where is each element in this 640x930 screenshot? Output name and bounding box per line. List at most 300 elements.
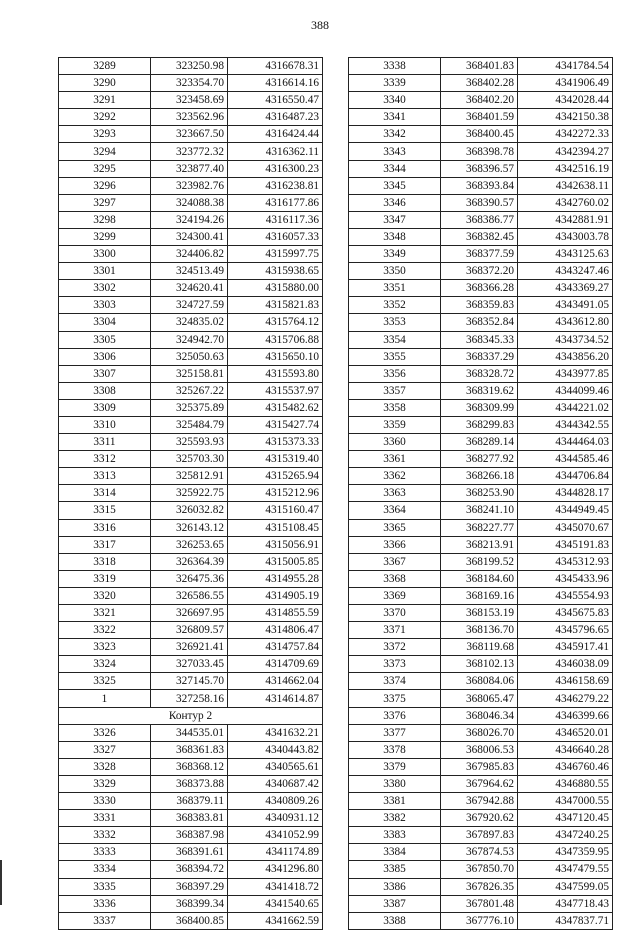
- table-row: [349, 827, 613, 844]
- x-coordinate-cell: 368361.83: [151, 741, 228, 758]
- y-coordinate-cell: 4344949.45: [518, 502, 613, 519]
- point-number-cell: 3330: [59, 793, 151, 810]
- table-row: [59, 75, 323, 92]
- point-number-cell: 3346: [349, 194, 441, 211]
- table-row: [59, 639, 323, 656]
- table-row: [59, 297, 323, 314]
- point-number-cell: 3378: [349, 741, 441, 758]
- x-coordinate-cell: 368046.34: [441, 707, 518, 724]
- table-row: [59, 690, 323, 707]
- point-number-cell: 3333: [59, 844, 151, 861]
- y-coordinate-cell: 4347120.45: [518, 810, 613, 827]
- table-row: [59, 194, 323, 211]
- x-coordinate-cell: 323667.50: [151, 126, 228, 143]
- y-coordinate-cell: 4347240.25: [518, 827, 613, 844]
- y-coordinate-cell: 4344221.02: [518, 399, 613, 416]
- table-row: [59, 553, 323, 570]
- point-number-cell: 3296: [59, 177, 151, 194]
- point-number-cell: 3324: [59, 656, 151, 673]
- x-coordinate-cell: 368393.84: [441, 177, 518, 194]
- coordinates-table-left: [58, 57, 323, 930]
- x-coordinate-cell: 368401.83: [441, 58, 518, 75]
- x-coordinate-cell: 368352.84: [441, 314, 518, 331]
- y-coordinate-cell: 4342516.19: [518, 160, 613, 177]
- y-coordinate-cell: 4346399.66: [518, 707, 613, 724]
- x-coordinate-cell: 368402.20: [441, 92, 518, 109]
- point-number-cell: 3381: [349, 793, 441, 810]
- x-coordinate-cell: 368345.33: [441, 331, 518, 348]
- table-row: [349, 416, 613, 433]
- y-coordinate-cell: 4315593.80: [228, 365, 323, 382]
- x-coordinate-cell: 368102.13: [441, 656, 518, 673]
- point-number-cell: 3312: [59, 451, 151, 468]
- y-coordinate-cell: 4343977.85: [518, 365, 613, 382]
- y-coordinate-cell: 4315427.74: [228, 416, 323, 433]
- table-row: [59, 844, 323, 861]
- table-row: [59, 536, 323, 553]
- y-coordinate-cell: 4342272.33: [518, 126, 613, 143]
- y-coordinate-cell: 4314662.04: [228, 673, 323, 690]
- table-row: [59, 878, 323, 895]
- table-row: [349, 553, 613, 570]
- point-number-cell: 3365: [349, 519, 441, 536]
- x-coordinate-cell: 326032.82: [151, 502, 228, 519]
- y-coordinate-cell: 4315319.40: [228, 451, 323, 468]
- x-coordinate-cell: 325922.75: [151, 485, 228, 502]
- x-coordinate-cell: 367776.10: [441, 912, 518, 929]
- x-coordinate-cell: 368337.29: [441, 348, 518, 365]
- x-coordinate-cell: 327145.70: [151, 673, 228, 690]
- table-row: [349, 75, 613, 92]
- y-coordinate-cell: 4345070.67: [518, 519, 613, 536]
- x-coordinate-cell: 368213.91: [441, 536, 518, 553]
- table-row: [349, 194, 613, 211]
- point-number-cell: 3307: [59, 365, 151, 382]
- x-coordinate-cell: 368396.57: [441, 160, 518, 177]
- table-row: [59, 348, 323, 365]
- x-coordinate-cell: 326697.95: [151, 605, 228, 622]
- point-number-cell: 3339: [349, 75, 441, 92]
- y-coordinate-cell: 4343003.78: [518, 228, 613, 245]
- table-row: [349, 536, 613, 553]
- point-number-cell: 3297: [59, 194, 151, 211]
- x-coordinate-cell: 368026.70: [441, 724, 518, 741]
- y-coordinate-cell: 4344585.46: [518, 451, 613, 468]
- x-coordinate-cell: 324194.26: [151, 211, 228, 228]
- table-row: [349, 177, 613, 194]
- x-coordinate-cell: 368199.52: [441, 553, 518, 570]
- y-coordinate-cell: 4340931.12: [228, 810, 323, 827]
- table-row: [349, 844, 613, 861]
- x-coordinate-cell: 325267.22: [151, 382, 228, 399]
- y-coordinate-cell: 4342150.38: [518, 109, 613, 126]
- point-number-cell: 3383: [349, 827, 441, 844]
- point-number-cell: 3375: [349, 690, 441, 707]
- table-row: [349, 143, 613, 160]
- table-row: [349, 673, 613, 690]
- x-coordinate-cell: 367850.70: [441, 861, 518, 878]
- table-row: [59, 570, 323, 587]
- y-coordinate-cell: 4315212.96: [228, 485, 323, 502]
- y-coordinate-cell: 4341784.54: [518, 58, 613, 75]
- point-number-cell: 3337: [59, 912, 151, 929]
- x-coordinate-cell: 368377.59: [441, 246, 518, 263]
- y-coordinate-cell: 4315160.47: [228, 502, 323, 519]
- point-number-cell: 3303: [59, 297, 151, 314]
- table-row: [349, 639, 613, 656]
- x-coordinate-cell: 368379.11: [151, 793, 228, 810]
- y-coordinate-cell: 4343612.80: [518, 314, 613, 331]
- table-row: [349, 109, 613, 126]
- table-row: [59, 177, 323, 194]
- point-number-cell: 3354: [349, 331, 441, 348]
- y-coordinate-cell: 4346520.01: [518, 724, 613, 741]
- x-coordinate-cell: 367985.83: [441, 758, 518, 775]
- y-coordinate-cell: 4347479.55: [518, 861, 613, 878]
- x-coordinate-cell: 325812.91: [151, 468, 228, 485]
- x-coordinate-cell: 368398.78: [441, 143, 518, 160]
- point-number-cell: 3317: [59, 536, 151, 553]
- point-number-cell: 3314: [59, 485, 151, 502]
- point-number-cell: 3316: [59, 519, 151, 536]
- point-number-cell: 3290: [59, 75, 151, 92]
- point-number-cell: 3371: [349, 622, 441, 639]
- table-row: [349, 570, 613, 587]
- table-row: [349, 434, 613, 451]
- point-number-cell: 3376: [349, 707, 441, 724]
- point-number-cell: 3323: [59, 639, 151, 656]
- x-coordinate-cell: 368400.45: [441, 126, 518, 143]
- point-number-cell: 3292: [59, 109, 151, 126]
- table-row: [349, 92, 613, 109]
- table-row: [349, 160, 613, 177]
- y-coordinate-cell: 4316177.86: [228, 194, 323, 211]
- y-coordinate-cell: 4346158.69: [518, 673, 613, 690]
- x-coordinate-cell: 368400.85: [151, 912, 228, 929]
- table-row: [349, 793, 613, 810]
- x-coordinate-cell: 325703.30: [151, 451, 228, 468]
- point-number-cell: 3356: [349, 365, 441, 382]
- point-number-cell: 3338: [349, 58, 441, 75]
- table-row: [349, 468, 613, 485]
- y-coordinate-cell: 4347359.95: [518, 844, 613, 861]
- x-coordinate-cell: 368394.72: [151, 861, 228, 878]
- point-number-cell: 3304: [59, 314, 151, 331]
- point-number-cell: 3313: [59, 468, 151, 485]
- point-number-cell: 3293: [59, 126, 151, 143]
- x-coordinate-cell: 324727.59: [151, 297, 228, 314]
- point-number-cell: 3349: [349, 246, 441, 263]
- y-coordinate-cell: 4316550.47: [228, 92, 323, 109]
- x-coordinate-cell: 324835.02: [151, 314, 228, 331]
- y-coordinate-cell: 4314709.69: [228, 656, 323, 673]
- point-number-cell: 3361: [349, 451, 441, 468]
- x-coordinate-cell: 368402.28: [441, 75, 518, 92]
- x-coordinate-cell: 325375.89: [151, 399, 228, 416]
- point-number-cell: 3343: [349, 143, 441, 160]
- x-coordinate-cell: 323772.32: [151, 143, 228, 160]
- point-number-cell: 3344: [349, 160, 441, 177]
- x-coordinate-cell: 323562.96: [151, 109, 228, 126]
- x-coordinate-cell: 323250.98: [151, 58, 228, 75]
- point-number-cell: 3363: [349, 485, 441, 502]
- x-coordinate-cell: 368391.61: [151, 844, 228, 861]
- point-number-cell: 3328: [59, 758, 151, 775]
- y-coordinate-cell: 4314757.84: [228, 639, 323, 656]
- point-number-cell: 3332: [59, 827, 151, 844]
- table-row: [59, 741, 323, 758]
- x-coordinate-cell: 326809.57: [151, 622, 228, 639]
- table-row: [59, 109, 323, 126]
- x-coordinate-cell: 326253.65: [151, 536, 228, 553]
- table-row: [59, 280, 323, 297]
- x-coordinate-cell: 368277.92: [441, 451, 518, 468]
- y-coordinate-cell: 4342394.27: [518, 143, 613, 160]
- point-number-cell: 3358: [349, 399, 441, 416]
- point-number-cell: 3331: [59, 810, 151, 827]
- table-row: [349, 382, 613, 399]
- table-row: [349, 605, 613, 622]
- y-coordinate-cell: 4342760.02: [518, 194, 613, 211]
- point-number-cell: 3329: [59, 775, 151, 792]
- y-coordinate-cell: 4345554.93: [518, 587, 613, 604]
- point-number-cell: 3321: [59, 605, 151, 622]
- y-coordinate-cell: 4346760.46: [518, 758, 613, 775]
- x-coordinate-cell: 325484.79: [151, 416, 228, 433]
- point-number-cell: 3380: [349, 775, 441, 792]
- point-number-cell: 3348: [349, 228, 441, 245]
- y-coordinate-cell: 4314806.47: [228, 622, 323, 639]
- y-coordinate-cell: 4315938.65: [228, 263, 323, 280]
- y-coordinate-cell: 4341296.80: [228, 861, 323, 878]
- y-coordinate-cell: 4315650.10: [228, 348, 323, 365]
- y-coordinate-cell: 4315880.00: [228, 280, 323, 297]
- point-number-cell: 3350: [349, 263, 441, 280]
- x-coordinate-cell: 368084.06: [441, 673, 518, 690]
- table-row: [349, 622, 613, 639]
- table-row: [59, 793, 323, 810]
- point-number-cell: 3322: [59, 622, 151, 639]
- y-coordinate-cell: 4340443.82: [228, 741, 323, 758]
- point-number-cell: 3367: [349, 553, 441, 570]
- table-row: [59, 331, 323, 348]
- x-coordinate-cell: 323982.76: [151, 177, 228, 194]
- y-coordinate-cell: 4345675.83: [518, 605, 613, 622]
- point-number-cell: 3289: [59, 58, 151, 75]
- x-coordinate-cell: 367826.35: [441, 878, 518, 895]
- table-row: [59, 673, 323, 690]
- x-coordinate-cell: 324088.38: [151, 194, 228, 211]
- y-coordinate-cell: 4315764.12: [228, 314, 323, 331]
- x-coordinate-cell: 324942.70: [151, 331, 228, 348]
- y-coordinate-cell: 4347837.71: [518, 912, 613, 929]
- page-number: 388: [311, 18, 329, 32]
- y-coordinate-cell: 4344706.84: [518, 468, 613, 485]
- x-coordinate-cell: 368227.77: [441, 519, 518, 536]
- point-number-cell: 3345: [349, 177, 441, 194]
- section-heading-cell: Контур 2: [59, 707, 323, 724]
- table-row: [349, 656, 613, 673]
- table-row: [59, 622, 323, 639]
- x-coordinate-cell: 368136.70: [441, 622, 518, 639]
- x-coordinate-cell: 324406.82: [151, 246, 228, 263]
- x-coordinate-cell: 368359.83: [441, 297, 518, 314]
- table-row: [349, 861, 613, 878]
- x-coordinate-cell: 368372.20: [441, 263, 518, 280]
- point-number-cell: 3327: [59, 741, 151, 758]
- table-row: [59, 263, 323, 280]
- x-coordinate-cell: 368328.72: [441, 365, 518, 382]
- table-row: [59, 895, 323, 912]
- y-coordinate-cell: 4315821.83: [228, 297, 323, 314]
- y-coordinate-cell: 4344342.55: [518, 416, 613, 433]
- x-coordinate-cell: 368253.90: [441, 485, 518, 502]
- y-coordinate-cell: 4346640.28: [518, 741, 613, 758]
- x-coordinate-cell: 367897.83: [441, 827, 518, 844]
- table-row: [349, 810, 613, 827]
- point-number-cell: 3364: [349, 502, 441, 519]
- table-row: [59, 314, 323, 331]
- table-row: [59, 126, 323, 143]
- point-number-cell: 3352: [349, 297, 441, 314]
- table-row: [59, 485, 323, 502]
- x-coordinate-cell: 368309.99: [441, 399, 518, 416]
- table-row: [59, 228, 323, 245]
- point-number-cell: 3320: [59, 587, 151, 604]
- x-coordinate-cell: 368266.18: [441, 468, 518, 485]
- y-coordinate-cell: 4314855.59: [228, 605, 323, 622]
- table-row: [59, 382, 323, 399]
- x-coordinate-cell: 368387.98: [151, 827, 228, 844]
- x-coordinate-cell: 368368.12: [151, 758, 228, 775]
- x-coordinate-cell: 367874.53: [441, 844, 518, 861]
- point-number-cell: 3291: [59, 92, 151, 109]
- table-row: [349, 399, 613, 416]
- table-row: [59, 758, 323, 775]
- table-row: [349, 724, 613, 741]
- point-number-cell: 3336: [59, 895, 151, 912]
- table-row: [59, 519, 323, 536]
- y-coordinate-cell: 4343491.05: [518, 297, 613, 314]
- point-number-cell: 3326: [59, 724, 151, 741]
- point-number-cell: 3357: [349, 382, 441, 399]
- y-coordinate-cell: 4315482.62: [228, 399, 323, 416]
- y-coordinate-cell: 4315265.94: [228, 468, 323, 485]
- table-row: [59, 211, 323, 228]
- point-number-cell: 3382: [349, 810, 441, 827]
- point-number-cell: 3298: [59, 211, 151, 228]
- x-coordinate-cell: 368299.83: [441, 416, 518, 433]
- point-number-cell: 3311: [59, 434, 151, 451]
- point-number-cell: 3300: [59, 246, 151, 263]
- point-number-cell: 3369: [349, 587, 441, 604]
- point-number-cell: 3372: [349, 639, 441, 656]
- point-number-cell: 3294: [59, 143, 151, 160]
- y-coordinate-cell: 4345191.83: [518, 536, 613, 553]
- table-row: [349, 263, 613, 280]
- y-coordinate-cell: 4316424.44: [228, 126, 323, 143]
- point-number-cell: 3301: [59, 263, 151, 280]
- table-row: [59, 827, 323, 844]
- y-coordinate-cell: 4316487.23: [228, 109, 323, 126]
- y-coordinate-cell: 4346279.22: [518, 690, 613, 707]
- y-coordinate-cell: 4345917.41: [518, 639, 613, 656]
- x-coordinate-cell: 368289.14: [441, 434, 518, 451]
- table-row: [59, 58, 323, 75]
- y-coordinate-cell: 4316300.23: [228, 160, 323, 177]
- x-coordinate-cell: 326586.55: [151, 587, 228, 604]
- y-coordinate-cell: 4343734.52: [518, 331, 613, 348]
- table-row: [59, 160, 323, 177]
- y-coordinate-cell: 4347000.55: [518, 793, 613, 810]
- y-coordinate-cell: 4343856.20: [518, 348, 613, 365]
- table-row: [59, 912, 323, 929]
- x-coordinate-cell: 325158.81: [151, 365, 228, 382]
- x-coordinate-cell: 327033.45: [151, 656, 228, 673]
- point-number-cell: 3341: [349, 109, 441, 126]
- x-coordinate-cell: 368065.47: [441, 690, 518, 707]
- table-row: [349, 58, 613, 75]
- y-coordinate-cell: 4316362.11: [228, 143, 323, 160]
- x-coordinate-cell: 367920.62: [441, 810, 518, 827]
- table-row: [349, 519, 613, 536]
- point-number-cell: 3305: [59, 331, 151, 348]
- y-coordinate-cell: 4315373.33: [228, 434, 323, 451]
- y-coordinate-cell: 4345796.65: [518, 622, 613, 639]
- table-row: [59, 365, 323, 382]
- y-coordinate-cell: 4347718.43: [518, 895, 613, 912]
- y-coordinate-cell: 4343369.27: [518, 280, 613, 297]
- y-coordinate-cell: 4314614.87: [228, 690, 323, 707]
- point-number-cell: 3362: [349, 468, 441, 485]
- y-coordinate-cell: 4346038.09: [518, 656, 613, 673]
- point-number-cell: 3302: [59, 280, 151, 297]
- table-row: [349, 690, 613, 707]
- table-row: [349, 587, 613, 604]
- y-coordinate-cell: 4344464.03: [518, 434, 613, 451]
- table-row: [349, 895, 613, 912]
- point-number-cell: 1: [59, 690, 151, 707]
- table-row: [349, 775, 613, 792]
- y-coordinate-cell: 4315108.45: [228, 519, 323, 536]
- y-coordinate-cell: 4343125.63: [518, 246, 613, 263]
- table-row: [349, 451, 613, 468]
- point-number-cell: 3374: [349, 673, 441, 690]
- x-coordinate-cell: 326364.39: [151, 553, 228, 570]
- point-number-cell: 3334: [59, 861, 151, 878]
- point-number-cell: 3299: [59, 228, 151, 245]
- table-row: [59, 861, 323, 878]
- point-number-cell: 3315: [59, 502, 151, 519]
- x-coordinate-cell: 368169.16: [441, 587, 518, 604]
- x-coordinate-cell: 326143.12: [151, 519, 228, 536]
- point-number-cell: 3355: [349, 348, 441, 365]
- table-row: [349, 707, 613, 724]
- table-row: [59, 399, 323, 416]
- y-coordinate-cell: 4316614.16: [228, 75, 323, 92]
- table-row: [349, 741, 613, 758]
- table-row: [349, 126, 613, 143]
- point-number-cell: 3387: [349, 895, 441, 912]
- table-row: [349, 246, 613, 263]
- y-coordinate-cell: 4340809.26: [228, 793, 323, 810]
- x-coordinate-cell: 323354.70: [151, 75, 228, 92]
- x-coordinate-cell: 368401.59: [441, 109, 518, 126]
- x-coordinate-cell: 368390.57: [441, 194, 518, 211]
- x-coordinate-cell: 368241.10: [441, 502, 518, 519]
- x-coordinate-cell: 323877.40: [151, 160, 228, 177]
- point-number-cell: 3325: [59, 673, 151, 690]
